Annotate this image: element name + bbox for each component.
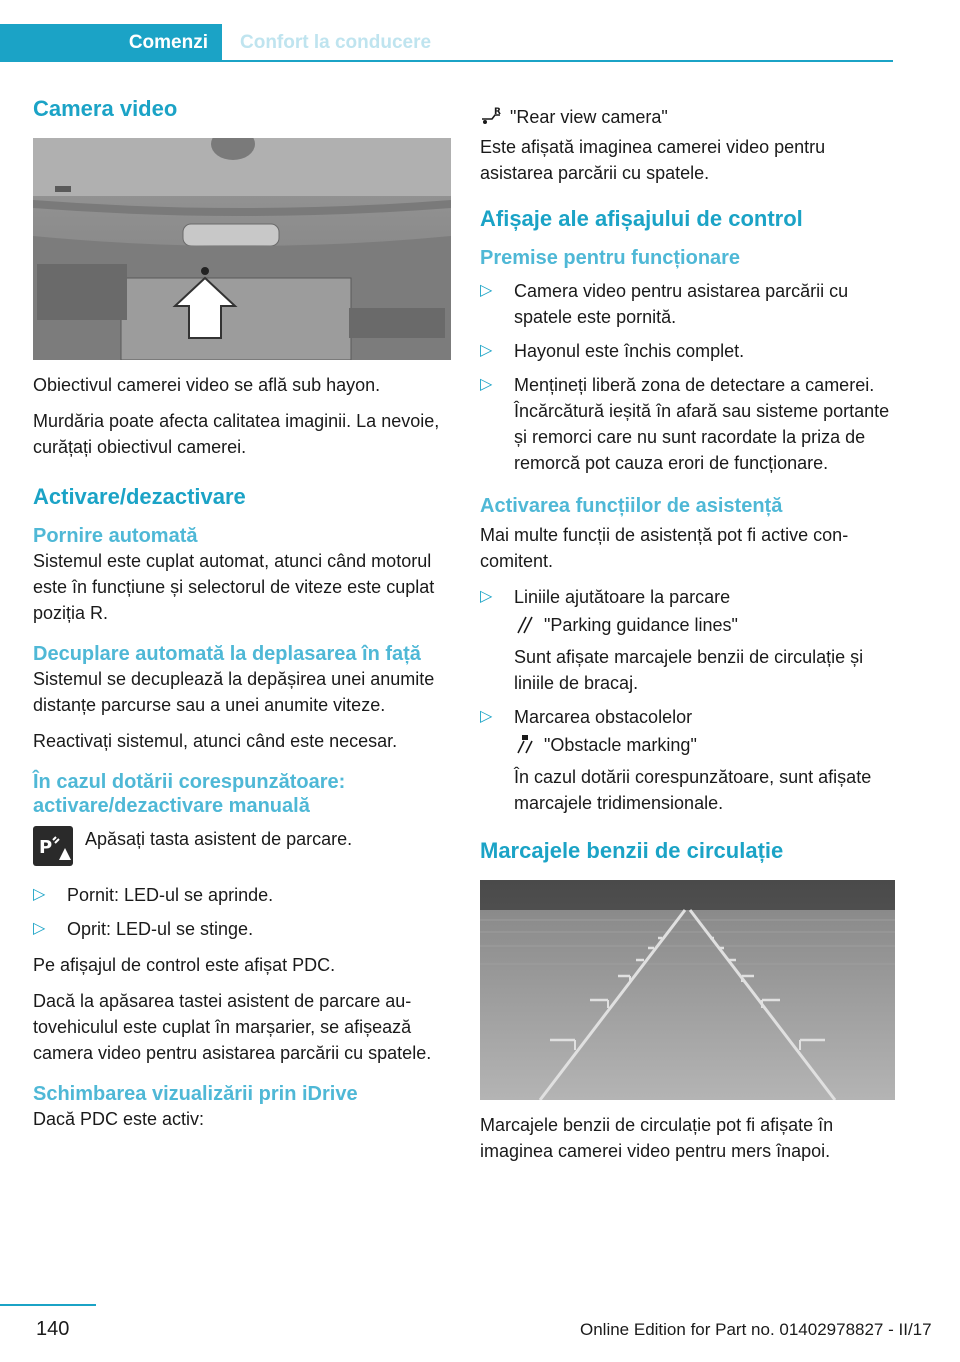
press-button-text: Apăsați tasta asistent de parcare.: [85, 829, 353, 849]
list-item: ▷ Camera video pentru asistarea parcării cu spatele este pornită.: [480, 278, 898, 330]
heading-prereq: Premise pentru funcționare: [480, 247, 741, 269]
heading-assist: Activarea funcțiilor de asistență: [480, 495, 783, 517]
pdc-shown-text: Pe afișajul de control este afișat PDC.: [33, 955, 336, 975]
rear-view-text: Este afișată imaginea camerei video pentru asistarea parcării cu spatele.: [480, 137, 826, 183]
svg-text:R: R: [494, 107, 501, 117]
page-number: 140: [36, 1318, 70, 1340]
heading-camera: Camera video: [33, 96, 178, 121]
rear-view-row: [480, 104, 898, 130]
lanes-caption: Marcajele benzii de circulație pot fi afișate în imaginea camerei video pentru mers înapoi.: [480, 1115, 834, 1161]
obstacle-marking-icon: [514, 733, 536, 755]
auto-start-text: Sistemul este cuplat automat, atunci când motorul este în funcțiune și selectorul de viteze este cuplat poziția R.: [33, 551, 435, 623]
pdc-active-text: Dacă PDC este activ:: [33, 1109, 205, 1129]
assist-text: Mai multe funcții de asistență pot fi active concomitent.: [480, 525, 849, 571]
lens-caption: Obiectivul camerei video se află sub hayon.: [33, 375, 381, 395]
triangle-right-icon: ▷: [480, 588, 493, 605]
led-list: [33, 882, 451, 942]
item-desc: Sunt afișate marcajele benzii de circulație și liniile de bracaj.: [514, 647, 864, 693]
item-title: Marcarea obstacolelor: [514, 707, 693, 727]
edition-text: Online Edition for Part no. 01402978827 - II/17: [580, 1320, 932, 1339]
list-item: ▷ Mențineți liberă zona de detectare a camerei. Încărcătură ieșită în afară sau sisteme portante și remorci care nu sunt racordate la priza de remorcă pot cauza erori de funcționare.: [480, 372, 898, 476]
list-item: [480, 704, 898, 816]
reverse-text: Dacă la apăsarea tastei asistent de parcare autovehiculul este cuplat în marșarier, se afișează camera video pentru asistarea parcării cu spatele.: [33, 991, 432, 1063]
triangle-right-icon: ▷: [480, 342, 493, 359]
parking-assist-button-icon: [33, 826, 73, 866]
item-title: Liniile ajutătoare la parcare: [514, 587, 731, 607]
camera-lens-photo: [33, 138, 451, 360]
triangle-right-icon: ▷: [480, 708, 493, 725]
parking-lines-icon: [514, 613, 536, 635]
triangle-right-icon: ▷: [480, 282, 493, 299]
auto-off-text: Sistemul se decuplează la depășirea unei anumite distanțe parcurse sau a unei anumite viteze.: [33, 669, 435, 715]
rear-view-camera-icon: [480, 105, 502, 127]
lane-markings-image: [480, 880, 895, 1100]
svg-text:P: P: [39, 837, 53, 858]
heading-lanes: Marcajele benzii de circulație: [480, 838, 784, 863]
list-item: ▷ Hayonul este închis complet.: [480, 338, 898, 364]
item-desc: În cazul dotării corespunzătoare, sunt afișate marcajele tridimensionale.: [514, 767, 872, 813]
right-column: [480, 104, 898, 1174]
footer-rule: [0, 1304, 96, 1306]
triangle-right-icon: ▷: [480, 376, 493, 393]
triangle-right-icon: ▷: [33, 886, 46, 903]
list-item: [480, 584, 898, 696]
heading-auto-start: Pornire automată: [33, 525, 198, 547]
header-rule: [222, 60, 893, 62]
page-header: [0, 24, 893, 62]
heading-activation: Activare/dezactivare: [33, 484, 246, 509]
list-item: ▷ Oprit: LED-ul se stinge.: [33, 916, 451, 942]
heading-idrive: Schimbarea vizualizării prin iDrive: [33, 1083, 358, 1105]
assist-list: [480, 584, 898, 816]
heading-displays: Afișaje ale afișajului de control: [480, 206, 803, 231]
heading-manual: În cazul dotării corespunzătoare: activare/dezactivare manuală: [33, 771, 346, 817]
reactivate-text: Reactivați sistemul, atunci când este necesar.: [33, 731, 398, 751]
list-item: ▷ Pornit: LED-ul se aprinde.: [33, 882, 451, 908]
parking-lines-row: "Parking guidance lines": [514, 612, 898, 638]
dirt-text: Murdăria poate afecta calitatea imaginii. La nevoie, curățați obiectivul camerei.: [33, 411, 440, 457]
left-column: [33, 96, 451, 1142]
section-title: Comenzi: [128, 32, 208, 53]
parking-assist-row: [33, 826, 451, 872]
heading-auto-off: Decuplare automată la deplasarea în față: [33, 643, 421, 665]
chapter-title: Confort la conducere: [240, 32, 432, 53]
triangle-right-icon: ▷: [33, 920, 46, 937]
rear-view-label: "Rear view camera": [510, 107, 668, 127]
obstacle-marking-row: "Obstacle marking": [514, 732, 898, 758]
section-tab: [0, 24, 222, 62]
prereq-list: [480, 278, 898, 476]
